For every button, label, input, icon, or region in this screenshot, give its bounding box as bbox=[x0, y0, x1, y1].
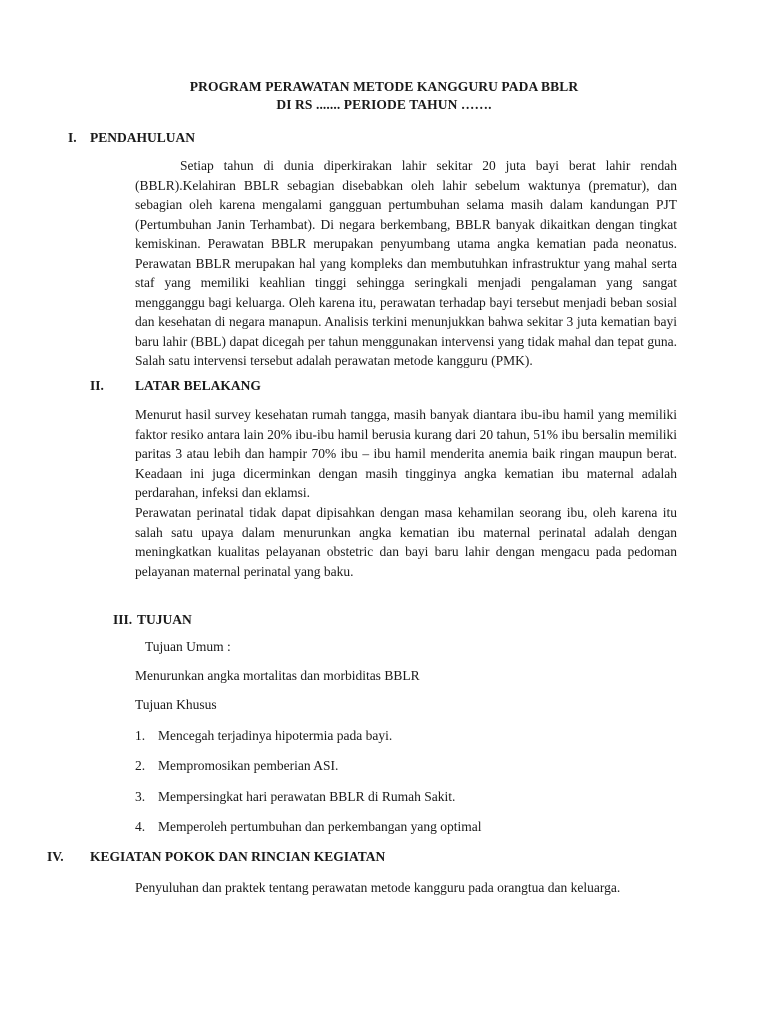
tujuan-umum-text: Menurunkan angka mortalitas dan morbiditas BBLR bbox=[135, 668, 420, 683]
section-number: I. bbox=[68, 130, 77, 145]
list-item-number: 1. bbox=[135, 728, 146, 743]
section-title: LATAR BELAKANG bbox=[135, 378, 261, 393]
paragraph-kegiatan: Penyuluhan dan praktek tentang perawatan metode kangguru pada orangtua dan keluarga. bbox=[135, 880, 621, 895]
document-subtitle: DI RS ....... PERIODE TAHUN ……. bbox=[276, 97, 492, 112]
document-title: PROGRAM PERAWATAN METODE KANGGURU PADA BBLR bbox=[189, 79, 579, 94]
section-title: KEGIATAN POKOK DAN RINCIAN KEGIATAN bbox=[90, 849, 386, 864]
section-title: PENDAHULUAN bbox=[90, 130, 196, 145]
section-number: IV. bbox=[47, 849, 64, 864]
list-item-number: 4. bbox=[135, 819, 146, 834]
list-item-text: Mencegah terjadinya hipotermia pada bayi. bbox=[158, 728, 393, 743]
section-title: TUJUAN bbox=[137, 612, 192, 627]
section-number: III. bbox=[113, 612, 133, 627]
paragraph-latar-belakang-2: Perawatan perinatal tidak dapat dipisahkan dengan masa kehamilan seorang ibu, oleh karena itu salah satu upaya dalam menurunkan angka kematian ibu maternal perinatal adalah dengan meningkatkan kualitas pelayanan obstetric dan bayi baru lahir dengan mengacu pada pedoman pelayanan maternal perinatal yang baku. bbox=[135, 505, 677, 579]
list-item-text: Mempersingkat hari perawatan BBLR di Rumah Sakit. bbox=[158, 789, 456, 804]
paragraph-latar-belakang-1: Menurut hasil survey kesehatan rumah tangga, masih banyak diantara ibu-ibu hamil yang memiliki faktor resiko antara lain 20% ibu-ibu hamil berusia kurang dari 20 tahun, 51% ibu bersalin memiliki paritas 3 atau lebih dan hampir 70% ibu – ibu hamil menderita anemia baik ringan maupun berat. Keadaan ini juga dicerminkan dengan masih tingginya angka kematian ibu maternal adalah perdarahan, infeksi dan eklamsi. bbox=[135, 407, 677, 500]
list-item-text: Memperoleh pertumbuhan dan perkembangan yang optimal bbox=[158, 819, 482, 834]
tujuan-umum-label: Tujuan Umum : bbox=[145, 639, 231, 654]
list-item-text: Mempromosikan pemberian ASI. bbox=[158, 758, 339, 773]
list-item-number: 3. bbox=[135, 789, 146, 804]
section-number: II. bbox=[90, 378, 104, 393]
list-item-number: 2. bbox=[135, 758, 146, 773]
paragraph-pendahuluan: Setiap tahun di dunia diperkirakan lahir sekitar 20 juta bayi berat lahir rendah (BBLR).Kelahiran BBLR sebagian disebabkan oleh lahir sebelum waktunya (prematur), dan sebagian oleh karena mengalami gangguan pertumbuhan selama masih dalam kandungan PJT (Pertumbuhan Janin Terhambat). Di negara berkembang, BBLR banyak dikaitkan dengan tingkat kemiskinan. Perawatan BBLR merupakan penyumbang utama angka kematian pada neonatus. Perawatan BBLR merupakan hal yang kompleks dan membutuhkan infrastruktur yang mahal serta staf yang memiliki keahlian tinggi sehingga seringkali menjadi pengalaman yang sangat mengganggu bagi keluarga. Oleh karena itu, perawatan terhadap bayi tersebut menjadi beban sosial dan kesehatan di negara manapun. Analisis terkini menunjukkan bahwa sekitar 3 juta kematian bayi baru lahir (BBL) dapat dicegah per tahun menggunakan intervensi yang tidak mahal dan tepat guna. Salah satu intervensi tersebut adalah perawatan metode kangguru (PMK). bbox=[135, 158, 677, 368]
tujuan-khusus-label: Tujuan Khusus bbox=[135, 697, 217, 712]
